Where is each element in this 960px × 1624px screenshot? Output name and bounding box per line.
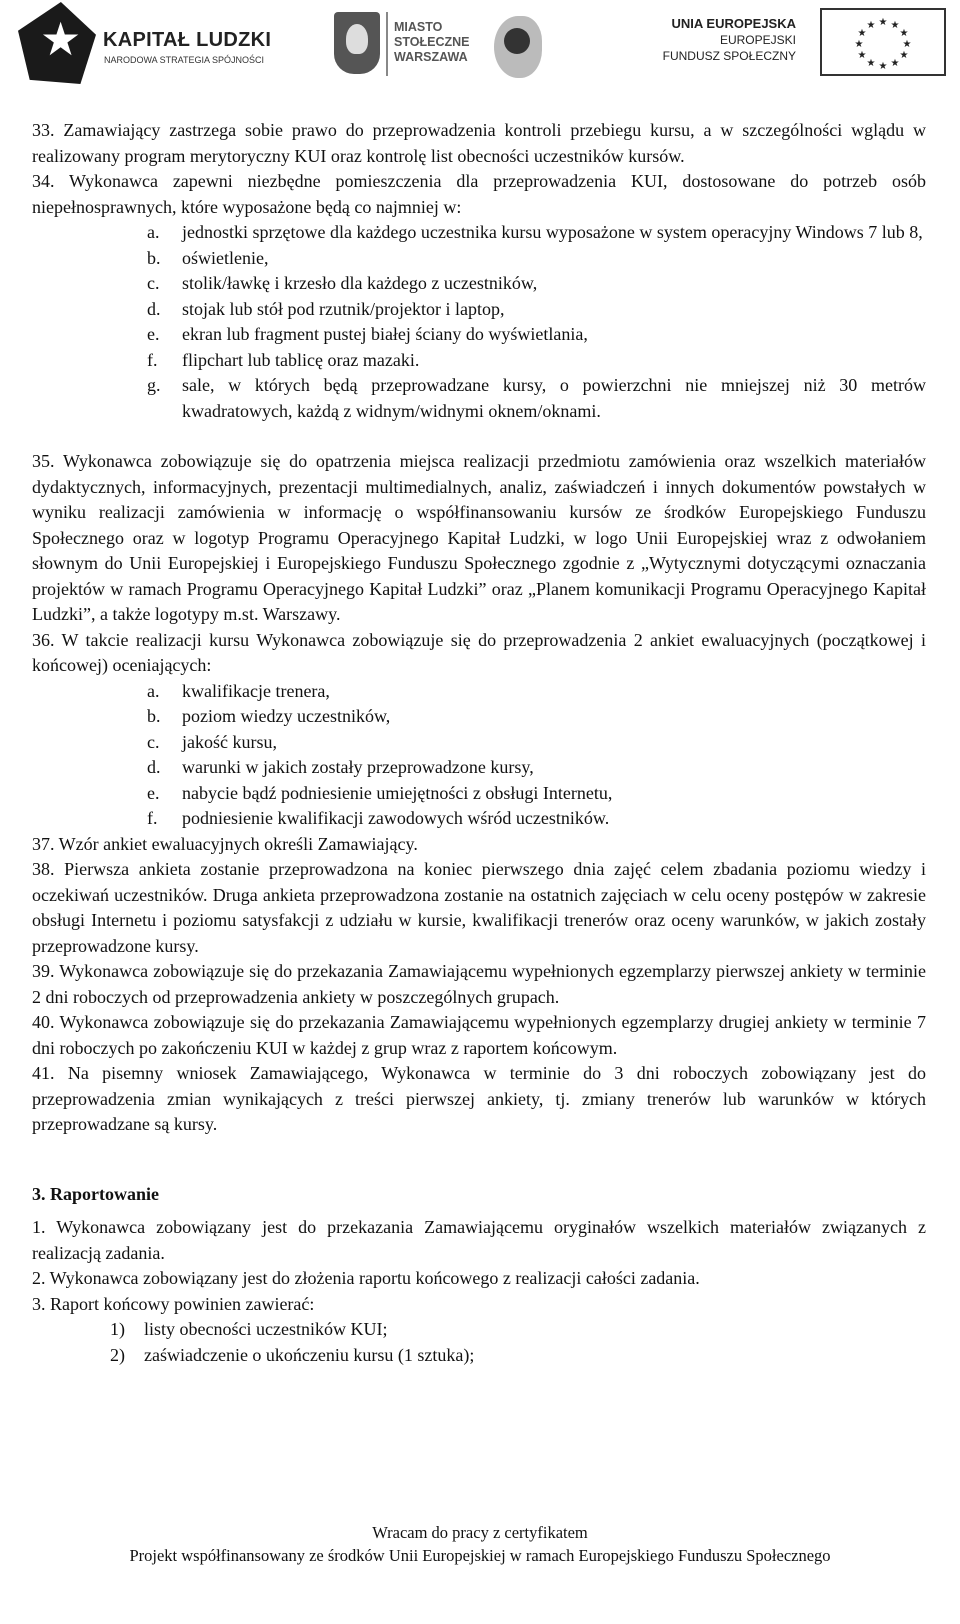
svg-text:★: ★ (899, 28, 909, 39)
p36-list-item-label: e. (147, 782, 160, 803)
p36-list-item (32, 755, 926, 781)
eu-line-2: EUROPEJSKI (719, 33, 796, 47)
p34-list-item-text: sale, w których będą przeprowadzane kursy, o powierzchni nie mniejszej niż 30 metrów kwadratowych, każdą z widnym/widnymi oknem/oknami. (182, 375, 926, 421)
p34-list-item-text: stolik/ławkę i krzesło dla każdego z uczestników, (182, 273, 538, 293)
p36-list-item-label: d. (147, 757, 161, 777)
p36-list-item-label: f. (147, 808, 158, 828)
section-3-item-3: 3. Raport końcowy powinien zawierać: (32, 1293, 315, 1314)
eu-stars-icon (822, 10, 944, 74)
p36-list-item-label: a. (147, 680, 160, 701)
p36-list-item-label: b. (147, 706, 161, 726)
svg-text:★: ★ (866, 20, 876, 31)
document-body (32, 118, 926, 1368)
eu-logo (662, 8, 946, 76)
s3-list-item (32, 1317, 926, 1343)
p34-list-item-label: e. (147, 324, 160, 344)
section-3-sublist (32, 1317, 926, 1368)
paragraph-39: 39. Wykonawca zobowiązuje się do przekazania Zamawiającemu wypełnionych egzemplarzy pierwszej ankiety w terminie 2 dni roboczych od przeprowadzenia ankiety w poszczególnych grupach. (32, 961, 926, 1007)
section-3-heading: 3. Raportowanie (32, 1183, 159, 1204)
kapital-ludzki-logo (18, 2, 272, 84)
warszawa-logo (334, 8, 604, 84)
p34-list-item (32, 322, 926, 348)
paragraph-38: 38. Pierwsza ankieta zostanie przeprowadzona na koniec pierwszego dnia zajęć celem zbadania poziomu wiedzy i oczekiwań uczestników. Druga ankieta przeprowadzona zostanie na ostatnich zajęciach w celu oceny postępów w zakresie obsługi Internetu i poziomu satysfakcji z udziału w kursie, kwalifikacji trenerów oraz oceny warunków, w jakich zostały przeprowadzone kursy. (32, 859, 926, 956)
eu-flag-icon (820, 8, 946, 76)
paragraph-33: 33. Zamawiający zastrzega sobie prawo do przeprowadzenia kontroli przebiegu kursu, a w szczególności wglądu w realizowany program merytoryczny KUI oraz kontrolę list obecności uczestników kursów. (32, 120, 926, 166)
svg-text:★: ★ (857, 50, 867, 61)
paragraph-36-list (32, 679, 926, 832)
eu-line-1: UNIA EUROPEJSKA (671, 16, 796, 31)
p36-list-item-text: kwalifikacje trenera, (182, 680, 330, 701)
paragraph-36: 36. W takcie realizacji kursu Wykonawca zobowiązuje się do przeprowadzenia 2 ankiet ewaluacyjnych (początkowej i końcowej) oceniających: (32, 629, 926, 675)
p34-list-item-label: a. (147, 222, 160, 242)
svg-text:★: ★ (899, 50, 909, 61)
warszawa-text: MIASTO STOŁECZNE WARSZAWA (394, 20, 470, 64)
p34-list-item-label: c. (147, 273, 160, 293)
p34-list-item-text: flipchart lub tablicę oraz mazaki. (182, 349, 420, 370)
section-3-item-1: 1. Wykonawca zobowiązany jest do przekazania Zamawiającemu oryginałów wszelkich materiałów związanych z realizacją zadania. (32, 1217, 926, 1263)
svg-text:★: ★ (866, 58, 876, 69)
p34-list-item-label: d. (147, 298, 161, 319)
p34-list-item (32, 220, 926, 246)
p36-list-item (32, 806, 926, 832)
kapital-ludzki-subtitle: NARODOWA STRATEGIA SPÓJNOŚCI (104, 55, 265, 65)
paragraph-40: 40. Wykonawca zobowiązuje się do przekazania Zamawiającemu wypełnionych egzemplarzy drugiej ankiety w terminie 7 dni roboczych po zakończeniu KUI w każdej z grup wraz z raportem końcowym. (32, 1012, 926, 1058)
p34-list-item (32, 373, 926, 424)
warszawa-mascot-icon (494, 16, 542, 78)
paragraph-37: 37. Wzór ankiet ewaluacyjnych określi Zamawiający. (32, 833, 418, 854)
section-3-item-2: 2. Wykonawca zobowiązany jest do złożenia raportu końcowego z realizacji całości zadania. (32, 1268, 700, 1288)
p34-list-item (32, 348, 926, 374)
p36-list-item-text: jakość kursu, (182, 731, 277, 752)
s3-list-item (32, 1343, 926, 1369)
p34-list-item (32, 297, 926, 323)
eu-line-3: FUNDUSZ SPOŁECZNY (662, 49, 796, 63)
svg-text:★: ★ (902, 39, 912, 50)
svg-text:★: ★ (878, 17, 888, 28)
s3-list-item-label: 1) (110, 1319, 125, 1339)
svg-text:★: ★ (890, 20, 900, 31)
p36-list-item-text: nabycie bądź podniesienie umiejętności z obsługi Internetu, (182, 782, 613, 803)
p36-list-item-text: warunki w jakich zostały przeprowadzone kursy, (182, 757, 534, 777)
p34-list-item-text: jednostki sprzętowe dla każdego uczestnika kursu wyposażone w system operacyjny Windows 7 lub 8, (182, 222, 923, 242)
paragraph-34-list (32, 220, 926, 424)
kapital-ludzki-title: KAPITAŁ LUDZKI (103, 29, 272, 51)
p36-list-item-text: podniesienie kwalifikacji zawodowych wśród uczestników. (182, 808, 610, 828)
p34-list-item-label: g. (147, 375, 161, 395)
paragraph-34: 34. Wykonawca zapewni niezbędne pomieszczenia dla przeprowadzenia KUI, dostosowane do potrzeb osób niepełnosprawnych, które wyposażone będą co najmniej w: (32, 171, 926, 217)
eu-text (663, 16, 796, 64)
logo-divider (386, 12, 388, 76)
s3-list-item-label: 2) (110, 1344, 125, 1365)
footer-line-2: Projekt współfinansowany ze środków Unii Europejskiej w ramach Europejskiego Funduszu Społecznego (129, 1546, 831, 1565)
p34-list-item-text: stojak lub stół pod rzutnik/projektor i laptop, (182, 298, 505, 319)
p34-list-item (32, 246, 926, 272)
p34-list-item-label: f. (147, 349, 158, 370)
svg-text:★: ★ (854, 39, 864, 50)
s3-list-item-text: zaświadczenie o ukończeniu kursu (1 sztuka); (144, 1344, 475, 1365)
p36-list-item (32, 704, 926, 730)
paragraph-35: 35. Wykonawca zobowiązuje się do opatrzenia miejsca realizacji przedmiotu zamówienia oraz wszelkich materiałów dydaktycznych, informacyjnych, prezentacji multimedialnych, analiz, zaświadczeń i innych dokumentów powstałych w wyniku realizacji zamówienia w informację o współfinansowaniu kursów ze środków Europejskiego Funduszu Społecznego oraz w logotyp Programu Operacyjnego Kapitał Ludzki, w logo Unii Europejskiej wraz z odwołaniem słownym do Unii Europejskiej i Europejskiego Funduszu Społecznego zgodnie z „Wytycznymi dotyczącymi oznaczania projektów w ramach Programu Operacyjnego Kapitał Ludzki” oraz „Planem komunikacji Programu Operacyjnego Kapitał Ludzki”, a także logotypy m.st. Warszawy. (32, 451, 926, 624)
p34-list-item-label: b. (147, 247, 161, 268)
svg-text:★: ★ (857, 28, 867, 39)
p36-list-item (32, 730, 926, 756)
p36-list-item-label: c. (147, 731, 160, 752)
svg-text:★: ★ (890, 58, 900, 69)
p34-list-item (32, 271, 926, 297)
svg-text:★: ★ (878, 61, 888, 72)
page-header (0, 0, 960, 90)
p34-list-item-text: oświetlenie, (182, 247, 269, 268)
p36-list-item-text: poziom wiedzy uczestników, (182, 706, 391, 726)
p34-list-item-text: ekran lub fragment pustej białej ściany do wyświetlania, (182, 324, 588, 344)
paragraph-41: 41. Na pisemny wniosek Zamawiającego, Wykonawca w terminie do 3 dni roboczych zobowiązany jest do przeprowadzenia zmian wynikających z treści pierwszej ankiety, tj. zmiany trenerów lub warunków w których przeprowadzane są kursy. (32, 1063, 926, 1134)
p36-list-item (32, 781, 926, 807)
warszawa-crest-icon (334, 12, 380, 74)
p36-list-item (32, 679, 926, 705)
footer-line-1: Wracam do pracy z certyfikatem (372, 1523, 588, 1542)
star-icon: ★ (40, 12, 82, 66)
s3-list-item-text: listy obecności uczestników KUI; (144, 1319, 388, 1339)
